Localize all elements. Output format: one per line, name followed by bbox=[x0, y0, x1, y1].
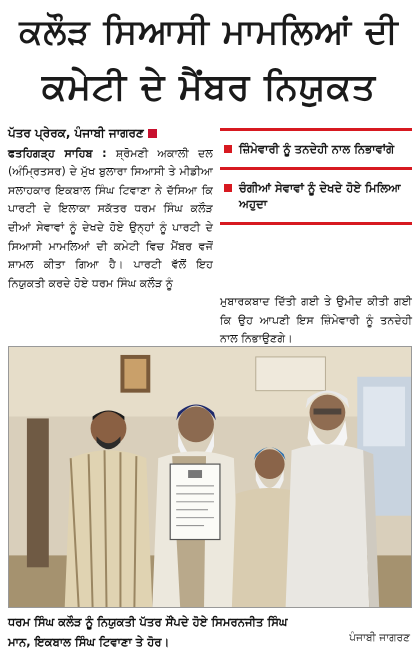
dateline-square-icon bbox=[148, 129, 157, 138]
highlight-text: ਚੰਗੀਆਂ ਸੇਵਾਵਾਂ ਨੂੰ ਦੇਖਦੇ ਹੋਏ ਮਿਲਿਆ ਅਹੁਦਾ bbox=[239, 181, 401, 211]
dateline bbox=[8, 124, 213, 143]
red-square-bullet-icon bbox=[224, 145, 232, 153]
headline-line-1: ਕਲੌੜ ਸਿਆਸੀ ਮਾਮਲਿਆਂ ਦੀ bbox=[19, 12, 399, 52]
dateline-text: ਪੱਤਰ ਪ੍ਰੇਰਕ, ਪੰਜਾਬੀ ਜਾਗਰਣ bbox=[8, 126, 144, 140]
body-continuation: ਮੁਬਾਰਕਬਾਦ ਦਿੱਤੀ ਗਈ ਤੇ ਉਮੀਦ ਕੀਤੀ ਗਈ ਕਿ ਉਹ ਆਪਣੀ ਇਸ ਜ਼ਿੰਮੇਵਾਰੀ ਨੂੰ ਤਨਦੇਹੀ ਨਾਲ ਨਿਭਾਉਣਗੇ। bbox=[220, 295, 412, 346]
photo-credit: ਪੰਜਾਬੀ ਜਾਗਰਣ bbox=[349, 632, 410, 644]
highlight-item bbox=[220, 141, 412, 157]
highlights-bottom-rule bbox=[220, 222, 412, 225]
red-square-bullet-icon bbox=[224, 184, 232, 192]
headline-line-2: ਕਮੇਟੀ ਦੇ ਮੈਂਬਰ ਨਿਯੁਕਤ bbox=[41, 67, 377, 108]
body-text: ਸ਼੍ਰੋਮਣੀ ਅਕਾਲੀ ਦਲ (ਅੰਮ੍ਰਿਤਸਰ) ਦੇ ਮੁੱਖ ਬੁਲਾਰਾ ਸਿਆਸੀ ਤੇ ਮੀਡੀਆ ਸਲਾਹਕਾਰ ਇਕਬਾਲ ਸਿੰਘ ਟਿਵਾਣਾ ਨੇ ਦੱਸਿਆ ਕਿ ਪਾਰਟੀ ਦੇ ਇਲਾਕਾ ਸਕੱਤਰ ਧਰਮ ਸਿੰਘ ਕਲੌੜ ਦੀਆਂ ਸੇਵਾਵਾਂ ਨੂੰ ਦੇਖਦੇ ਹੋਏ ਉਨ੍ਹਾਂ ਨੂੰ ਪਾਰਟੀ ਦੇ ਸਿਆਸੀ ਮਾਮਲਿਆਂ ਦੀ ਕਮੇਟੀ ਵਿਚ ਮੈਂਬਰ ਵਜੋਂ ਸ਼ਾਮਲ ਕੀਤਾ ਗਿਆ ਹੈ। ਪਾਰਟੀ ਵੱਲੋਂ ਇਹ ਨਿਯੁਕਤੀ ਕਰਦੇ ਹੋਏ ਧਰਮ ਸਿੰਘ ਕਲੌੜ ਨੂੰ bbox=[8, 146, 213, 290]
photo-caption: ਧਰਮ ਸਿੰਘ ਕਲੌੜ ਨੂੰ ਨਿਯੁਕਤੀ ਪੱਤਰ ਸੌਂਪਦੇ ਹੋਏ ਸਿਮਰਨਜੀਤ ਸਿੰਘ ਮਾਨ, ਇਕਬਾਲ ਸਿੰਘ ਟਿਵਾਣਾ ਤੇ ਹੋਰ। bbox=[8, 615, 288, 649]
news-photo bbox=[8, 346, 412, 608]
body-paragraph bbox=[8, 145, 213, 294]
highlights-mid-rule bbox=[220, 167, 412, 170]
article-body bbox=[8, 124, 213, 293]
highlights-box bbox=[220, 128, 412, 225]
highlights-top-rule bbox=[220, 128, 412, 131]
place-name: ਫਤਹਿਗੜ੍ਹ ਸਾਹਿਬ : bbox=[8, 146, 107, 160]
headline bbox=[6, 4, 412, 116]
highlight-text: ਜ਼ਿੰਮੇਵਾਰੀ ਨੂੰ ਤਨਦੇਹੀ ਨਾਲ ਨਿਭਾਵਾਂਗੇ bbox=[239, 142, 395, 156]
highlight-item bbox=[220, 180, 412, 212]
photo-illustration bbox=[9, 347, 411, 607]
